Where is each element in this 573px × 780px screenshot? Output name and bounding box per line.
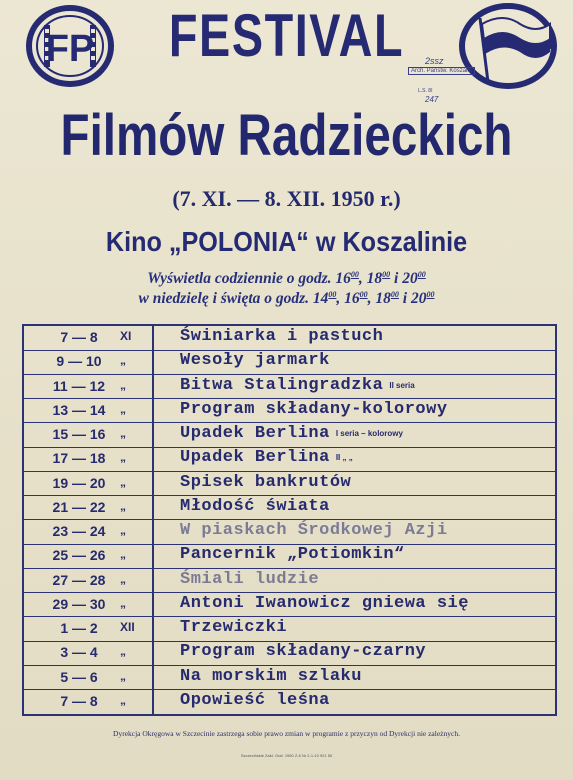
screening-month: „ [120, 644, 126, 659]
film-title-text: W piaskach Środkowej Azji [180, 521, 448, 540]
film-title [180, 570, 319, 589]
film-title [180, 691, 330, 710]
screening-month: „ [120, 450, 126, 465]
archive-ref: L.S. 8I [418, 88, 433, 94]
screening-dates: 3 — 4 [60, 644, 98, 661]
screening-month: „ [120, 474, 126, 489]
screening-dates: 7 — 8 [60, 692, 98, 709]
film-title [180, 642, 426, 661]
schedule-row [24, 350, 555, 375]
schedule-row [24, 569, 555, 594]
schedule-row [24, 690, 555, 715]
screening-dates: 5 — 6 [60, 668, 98, 685]
screening-month: „ [120, 401, 126, 416]
screening-dates: 25 — 26 [52, 547, 106, 564]
film-title [180, 594, 469, 613]
series-note: II seria [389, 380, 415, 390]
film-title [180, 473, 351, 492]
screening-month: „ [120, 571, 126, 586]
screening-month: „ [120, 426, 126, 440]
schedule-row [24, 326, 555, 351]
weekday-showtimes: Wyświetla codziennie o godz. $16^{00}$, $18^{00}$ i $20^{00}$ [147, 270, 426, 287]
film-title-text: Młodość świata [180, 496, 330, 516]
screening-month: „ [120, 547, 126, 562]
film-title [180, 327, 383, 346]
schedule-row [24, 399, 555, 424]
screening-dates: 11 — 12 [52, 377, 106, 394]
film-title [180, 351, 330, 370]
logo-letters: FP [45, 28, 95, 70]
film-title [180, 545, 405, 564]
printer-imprint: Szczecińskie Zakł. Graf. 1950 Z-6 Nr 2-1-10 921 50 [240, 753, 333, 758]
schedule-row [24, 375, 555, 400]
festival-title: FESTIVAL [168, 2, 405, 69]
film-title-text: Śmiali ludzie [180, 569, 320, 589]
film-title-text: Wesoły jarmark [180, 351, 330, 371]
film-title-text: Pancernik „Potiomkin“ [180, 545, 405, 565]
film-title [180, 400, 448, 419]
screening-month: „ [120, 523, 126, 537]
film-title-text: Na morskim szlaku [180, 666, 362, 686]
weekend-time-4: 20 [410, 290, 427, 307]
film-title-text: Program składany-kolorowy [180, 399, 448, 419]
schedule-row [24, 472, 555, 497]
weekend-time-2: 16 [344, 290, 360, 307]
film-title-text: Antoni Iwanowicz gniewa się [180, 593, 469, 613]
film-title [180, 424, 403, 443]
film-title [180, 618, 287, 637]
screening-month: „ [120, 692, 126, 707]
film-title-text: Świniarka i pastuch [180, 327, 384, 346]
and-word: i [402, 290, 408, 307]
screening-dates: 13 — 14 [52, 401, 106, 418]
film-title-text: Upadek Berlina [180, 448, 330, 468]
series-note: I seria – kolorowy [335, 429, 403, 438]
film-title [180, 667, 362, 686]
minutes-sup: 00 [426, 290, 435, 299]
screening-dates: 21 — 22 [52, 498, 106, 515]
screening-month: „ [120, 595, 126, 610]
minutes-sup: 00 [350, 270, 359, 279]
schedule-row [24, 666, 555, 691]
festival-subtitle: Filmów Radzieckich [60, 103, 513, 168]
weekend-time-1: 14 [312, 290, 329, 307]
screening-month: XI [120, 329, 132, 343]
screening-dates: 23 — 24 [52, 523, 106, 539]
schedule-row [24, 593, 555, 618]
screening-dates: 19 — 20 [52, 474, 106, 491]
weekend-prefix: w niedzielę i święta o godz. [138, 290, 310, 307]
schedule-table [22, 324, 557, 716]
and-word: i [394, 270, 399, 287]
screening-dates: 15 — 16 [52, 426, 106, 442]
screening-dates: 29 — 30 [52, 595, 106, 612]
minutes-sup: 00 [390, 290, 399, 299]
minutes-sup: 00 [417, 270, 426, 279]
screening-dates: 17 — 18 [52, 450, 106, 467]
schedule-row [24, 641, 555, 666]
screening-dates: 27 — 28 [52, 571, 106, 588]
weekday-time-3: 20 [402, 270, 418, 287]
series-note: II „ „ [335, 453, 353, 463]
schedule-row [24, 617, 555, 642]
film-title [180, 448, 353, 467]
archive-note: 2ssz [425, 56, 444, 66]
minutes-sup: 00 [359, 290, 368, 299]
weekday-prefix: Wyświetla codziennie o godz. [147, 270, 332, 287]
screening-month: „ [120, 353, 126, 368]
weekday-time-1: 16 [335, 270, 351, 287]
cinema-name: Kino „POLONIA“ w Koszalinie [105, 226, 468, 257]
screening-month: XII [120, 620, 135, 634]
schedule-row [24, 520, 555, 545]
screening-dates: 1 — 2 [60, 620, 98, 636]
minutes-sup: 00 [328, 290, 337, 299]
film-title [180, 497, 330, 516]
schedule-row [24, 423, 555, 448]
film-title-text: Trzewiczki [180, 618, 288, 637]
film-title [180, 376, 415, 395]
film-title-text: Bitwa Stalingradzka [180, 375, 384, 395]
schedule-row [24, 447, 555, 472]
film-title-text: Opowieść leśna [180, 690, 330, 710]
festival-dates: (7. XI. — 8. XII. 1950 r.) [172, 186, 401, 211]
archive-stamp: Arch. Państw. Koszalin [408, 67, 475, 75]
weekend-time-3: 18 [375, 290, 391, 307]
screening-dates: 9 — 10 [56, 353, 102, 370]
film-title-text: Program składany-czarny [180, 642, 427, 662]
schedule-row [24, 544, 555, 569]
archive-number: 247 [425, 95, 439, 104]
schedule-row [24, 496, 555, 521]
screening-dates: 7 — 8 [60, 329, 98, 345]
film-title-text: Upadek Berlina [180, 424, 330, 443]
disclaimer: Dyrekcja Okręgowa w Szczecinie zastrzega sobie prawo zmian w programie z przyczyn od Dyrekcji nie zależnych. [113, 729, 460, 738]
weekend-showtimes: w niedzielę i święta o godz. $14^{00}$, $16^{00}$, $18^{00}$ i $20^{00}$ [138, 290, 435, 307]
weekday-time-2: 18 [366, 270, 383, 287]
screening-month: „ [120, 377, 126, 392]
screening-month: „ [120, 498, 126, 513]
minutes-sup: 00 [382, 270, 391, 279]
film-title-text: Spisek bankrutów [180, 472, 352, 492]
film-title [180, 521, 448, 540]
screening-month: „ [120, 668, 126, 683]
